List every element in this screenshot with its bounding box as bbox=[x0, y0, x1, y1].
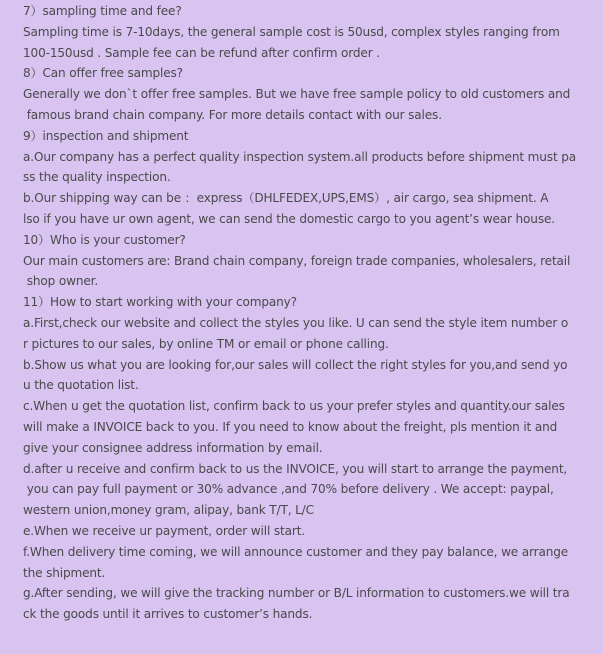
q9-answer-a-line-2: ss the quality inspection. bbox=[23, 170, 171, 185]
q11-heading: 11）How to start working with your company? bbox=[23, 295, 297, 310]
q10-heading: 10）Who is your customer? bbox=[23, 232, 186, 247]
q7-answer-line-2: 100-150usd . Sample fee can be refund after confirm order . bbox=[23, 45, 380, 60]
q11-step-d-line-2: you can pay full payment or 30% advance ,and 70% before delivery . We accept: paypal, bbox=[23, 482, 554, 497]
q11-step-g-line-2: ck the goods until it arrives to customer’s hands. bbox=[23, 607, 313, 622]
q8-answer-line-1: Generally we don`t offer free samples. But we have free sample policy to old customers and bbox=[23, 87, 571, 102]
q11-step-d-line-3: western union,money gram, alipay, bank T/T, L/C bbox=[23, 503, 314, 518]
q11-step-a-line-2: r pictures to our sales, by online TM or email or phone calling. bbox=[23, 336, 389, 351]
q11-step-b-line-1: b.Show us what you are looking for,our sales will collect the right styles for you,and send yo bbox=[23, 357, 568, 372]
q11-step-d-line-1: d.after u receive and confirm back to us the INVOICE, you will start to arrange the payment, bbox=[23, 461, 568, 476]
q9-answer-b-line-2: lso if you have ur own agent, we can send the domestic cargo to you agent’s wear house. bbox=[23, 211, 555, 226]
q11-step-a-line-1: a.First,check our website and collect the styles you like. U can send the style item number o bbox=[23, 315, 569, 330]
q11-step-c-line-3: give your consignee address information by email. bbox=[23, 440, 323, 455]
q11-step-b-line-2: u the quotation list. bbox=[23, 378, 139, 393]
q8-heading: 8）Can offer free samples? bbox=[23, 66, 183, 81]
q11-step-f-line-1: f.When delivery time coming, we will announce customer and they pay balance, we arrange bbox=[23, 544, 569, 559]
q11-step-e: e.When we receive ur payment, order will start. bbox=[23, 523, 305, 538]
q7-heading: 7）sampling time and fee? bbox=[23, 4, 182, 18]
q11-step-g-line-1: g.After sending, we will give the tracking number or B/L information to customers.we will tra bbox=[23, 586, 570, 601]
q10-answer-line-1: Our main customers are: Brand chain company, foreign trade companies, wholesalers, retail bbox=[23, 253, 571, 268]
q11-step-c-line-1: c.When u get the quotation list, confirm back to us your prefer styles and quantity.our sales bbox=[23, 399, 565, 414]
q8-answer-line-2: famous brand chain company. For more details contact with our sales. bbox=[23, 107, 442, 122]
q11-step-f-line-2: the shipment. bbox=[23, 565, 106, 580]
q9-heading: 9）inspection and shipment bbox=[23, 128, 189, 143]
q7-answer-line-1: Sampling time is 7-10days, the general sample cost is 50usd, complex styles ranging from bbox=[23, 24, 560, 39]
q10-answer-line-2: shop owner. bbox=[23, 274, 99, 289]
q9-answer-a-line-1: a.Our company has a perfect quality inspection system.all products before shipment must pa bbox=[23, 149, 577, 164]
q9-answer-b-line-1: b.Our shipping way can be ：express（DHLFEDEX,UPS,EMS）, air cargo, sea shipment. A bbox=[23, 191, 549, 206]
q11-step-c-line-2: will make a INVOICE back to you. If you need to know about the freight, pls mention it and bbox=[23, 419, 558, 434]
